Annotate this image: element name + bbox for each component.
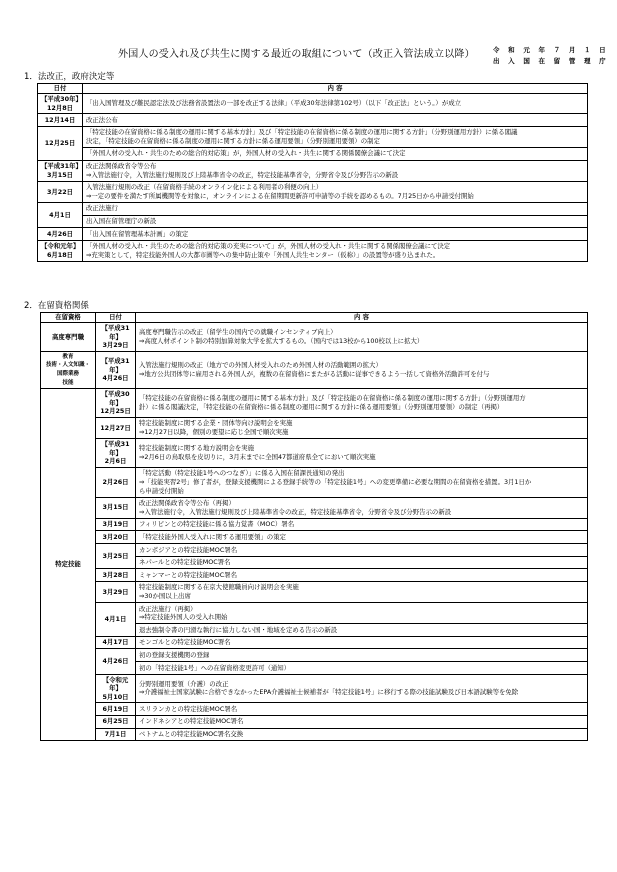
content-cell (136, 649, 588, 662)
content-cell (136, 518, 588, 531)
date-cell (96, 603, 136, 637)
content-cell (136, 417, 588, 438)
date-cell (38, 126, 83, 160)
content-cell (136, 569, 588, 582)
date-cell (96, 497, 136, 518)
date-line: 2月26日 (102, 478, 129, 486)
date-cell (96, 674, 136, 703)
date-cell (96, 531, 136, 544)
content-cell (83, 160, 588, 181)
date-line: 【平成31年】 (101, 440, 130, 457)
date-cell (38, 181, 83, 202)
date-line: 2月6日 (104, 457, 127, 466)
content-line: 初の「特定技能1号」への在留資格変更許可（通知） (139, 663, 291, 672)
date-line: 4月26日 (102, 657, 129, 666)
table-row (41, 417, 588, 438)
content-line: ⇒12月27日以降，個別の要望に応じ全国で順次実施 (139, 428, 289, 437)
date-line: 12月25日 (100, 407, 131, 416)
content-line: ⇒充実策として，特定技能外国人の大都市圏等への集中防止策や「外国人共生センター（仮称）」の設置等が盛り込まれた。 (86, 250, 440, 259)
content-cell (136, 581, 588, 602)
content-line: ⇒入管法施行令，入管法施行規則及び上陸基準省令の改正，特定技能基準省令，分野省令及び分野告示の新設 (139, 507, 452, 516)
date-line: 3月15日 (102, 503, 129, 512)
table-row (41, 467, 588, 497)
date-line: 12月25日 (44, 138, 76, 147)
content-line: カンボジアとの特定技能MOC署名 (139, 545, 238, 554)
content-line: ⇒介護福祉士国家試験に合格できなかったEPA介護福祉士候補者が「特定技能1号」に移行する際の技能試験及び日本語試験等を免除 (139, 688, 519, 697)
date-line: 3月15日 (46, 170, 74, 179)
content-cell (83, 181, 588, 202)
content-line: ⇒30か国以上出席 (139, 591, 191, 600)
content-line: 「出入国在留管理基本計画」の策定 (86, 229, 189, 238)
date-line: 【平成30年】 (41, 95, 82, 103)
content-line: 入管法施行規則の改正（地方での外国人材受入れのため外国人材の活動範囲の拡大） (139, 361, 382, 370)
date-cell (38, 114, 83, 127)
table-row (41, 649, 588, 662)
content-cell (136, 439, 588, 468)
content-cell (136, 323, 588, 352)
content-line: 分野別運用要領（介護）の改正 (139, 679, 229, 688)
table-row (41, 581, 588, 602)
table-row (41, 603, 588, 624)
date-cell (96, 649, 136, 674)
date-line: 【平成30年】 (101, 390, 130, 407)
date-cell (96, 389, 136, 418)
table-row (41, 497, 588, 518)
col-header-date: 日付 (96, 313, 136, 323)
content-cell (136, 389, 588, 418)
content-cell (136, 624, 588, 637)
date-line: 【平成31年】 (41, 162, 82, 171)
date-line: 【令和元年】 (102, 675, 129, 693)
date-cell (96, 518, 136, 531)
content-line: 「特定活動（特定技能1号へのつなぎ）」に係る入国在留課長通知の発出 (139, 469, 345, 478)
table-row (41, 323, 588, 352)
issue-date: 令 和 元 年 ７ 月 １ 日 (493, 46, 609, 54)
table-row (41, 636, 588, 649)
table-row (38, 147, 588, 160)
content-cell (83, 240, 588, 261)
content-line: 改正法施行（再掲） (139, 604, 197, 613)
content-line: ⇒特定技能外国人の受入れ開始 (139, 613, 228, 622)
date-cell (38, 228, 83, 241)
date-cell (96, 323, 136, 352)
date-line: 6月18日 (46, 250, 74, 259)
date-line: 3月25日 (102, 551, 129, 560)
content-cell (136, 703, 588, 716)
status-cell (41, 389, 96, 741)
content-line: 「出入国管理及び難民認定法及び法務省設置法の一部を改正する法律」（平成30年法律第102号）（以下「改正法」という。）が成立 (86, 99, 461, 108)
content-line: 決定，「特定技能の在留資格に係る制度の運用に関する方針に係る運用要領」（分野別運用要領）の制定 (86, 136, 380, 145)
table-row (41, 518, 588, 531)
table-row (38, 228, 588, 241)
table-row (38, 160, 588, 181)
table-row (41, 351, 588, 388)
date-line: 3月29日 (102, 587, 129, 596)
content-cell (136, 467, 588, 497)
content-line: 高度専門職告示の改正（留学生の国内での就職インセンティブ向上） (139, 328, 337, 337)
date-cell (38, 160, 83, 181)
content-line: 改正法公布 (86, 115, 118, 124)
date-cell (96, 581, 136, 602)
content-line: ⇒入管法施行令，入管法施行規則及び上陸基準省令の改正，特定技能基準省令，分野省令及び分野告示の新設 (86, 170, 399, 179)
col-header-content: 内 容 (83, 84, 588, 94)
content-line: フィリピンとの特定技能に係る協力覚書（MOC）署名 (139, 520, 295, 529)
content-cell (136, 715, 588, 728)
status-label: 技術・人文知識・国際業務 (45, 362, 90, 377)
date-line: 6月19日 (102, 704, 129, 713)
table-row (41, 569, 588, 582)
col-header-content: 内 容 (136, 313, 588, 323)
date-cell (96, 715, 136, 728)
content-line: 入管法施行規則の改正（在留資格手続のオンライン化による利用者の利便の向上） (86, 183, 323, 192)
content-cell (83, 114, 588, 127)
date-line: 4月26日 (102, 374, 129, 383)
content-line: 特定技能制度に関する在京大使館職員向け説明会を実施 (139, 583, 299, 592)
date-cell (96, 728, 136, 741)
content-line: ら申請受付開始 (139, 486, 184, 495)
content-line: 特定技能制度に関する地方説明会を実施 (139, 444, 255, 453)
content-cell (136, 603, 588, 624)
content-line: 「特定技能の在留資格に係る制度の運用に関する基本方針」及び「特定技能の在留資格に係る制度の運用に関する方針」（分野別運用方針）に係る閣議 (86, 128, 518, 137)
issuer-block (493, 45, 609, 67)
date-line: 4月26日 (46, 229, 74, 238)
date-line: 3月20日 (102, 532, 129, 541)
date-line: 12月27日 (100, 423, 131, 432)
col-header-date: 日付 (38, 84, 83, 94)
date-line: 3月19日 (102, 520, 129, 529)
content-line: 出入国在留管理庁の新設 (86, 217, 157, 226)
content-line: ⇒地方公共団体等に雇用される外国人が，複数の在留資格にまたがる活動に従事できるよう一括して資格外活動許可を付与 (139, 369, 490, 378)
date-cell (96, 439, 136, 468)
content-cell (83, 94, 588, 114)
content-line: 「特定技能外国人受入れに関する運用要領」の策定 (139, 532, 286, 541)
date-cell (96, 467, 136, 497)
content-line: ミャンマーとの特定技能MOC署名 (139, 570, 237, 579)
content-cell (136, 636, 588, 649)
date-line: 6月25日 (102, 717, 129, 726)
date-line: 4月17日 (102, 638, 129, 647)
table-row (38, 215, 588, 228)
date-cell (96, 569, 136, 582)
content-line: ⇒高度人材ポイント制の特別加算対象大学を拡大するもの。（国内では13校から100校以上に拡大） (139, 336, 424, 345)
content-cell (136, 531, 588, 544)
status-label: 技能 (62, 379, 74, 386)
content-line: 「特定技能の在留資格に係る制度の運用に関する基本方針」及び「特定技能の在留資格に係る制度の運用に関する方針」（分野別運用方 (139, 394, 526, 403)
date-line: 5月10日 (102, 692, 129, 701)
content-line: ⇒「技能実習2号」修了者が，登録支援機関による登録手続等の「特定技能1号」への変更準備に必要な期間の在留資格を措置。3月1日か (139, 478, 532, 486)
table-row (38, 94, 588, 114)
content-line: ネパールとの特定技能MOC署名 (139, 558, 231, 567)
date-cell (96, 636, 136, 649)
date-line: 12月8日 (46, 103, 74, 112)
table-row (41, 715, 588, 728)
date-line: 3月28日 (102, 570, 129, 579)
table-row (41, 439, 588, 468)
date-line: 4月1日 (49, 210, 71, 219)
content-line: 改正法関係政省令等公布（再掲） (139, 499, 235, 508)
residence-status-table (40, 312, 588, 741)
status-cell (41, 351, 96, 388)
content-line: ⇒2月6日の鳥取県を皮切りに，3月末までに全国47都道府県全てにおいて順次実施 (139, 453, 376, 462)
date-line: 【平成31年】 (101, 357, 130, 374)
content-line: 退去強制令書の円滑な執行に協力しない国・地域を定める告示の新設 (139, 625, 338, 634)
content-cell (83, 202, 588, 215)
section1-heading: 1．法改正，政府決定等 (24, 72, 115, 82)
table-row (41, 531, 588, 544)
table-row (38, 240, 588, 261)
date-cell (38, 240, 83, 261)
content-line: 改正法関係政省令等公布 (86, 162, 157, 171)
content-cell (136, 351, 588, 388)
date-line: 3月22日 (46, 187, 74, 196)
content-cell (136, 556, 588, 569)
date-line: 3月29日 (102, 341, 129, 350)
table-row (38, 126, 588, 147)
content-line: ⇒一定の要件を満たす所属機関等を対象に，オンラインによる在留期間更新許可申請等の手続を認めるもの。7月25日から申請受付開始 (86, 191, 474, 200)
document-title: 外国人の受入れ及び共生に関する最近の取組について（改正入管法成立以降） (118, 49, 475, 60)
content-line: スリランカとの特定技能MOC署名 (139, 704, 238, 713)
content-cell (83, 228, 588, 241)
status-label: 教育 (62, 353, 74, 360)
date-line: 7月1日 (104, 730, 127, 739)
table-row (41, 544, 588, 557)
content-line: ベトナムとの特定技能MOC署名交換 (139, 730, 244, 739)
content-cell (83, 215, 588, 228)
date-cell (96, 417, 136, 438)
issuer-name: 出 入 国 在 留 管 理 庁 (493, 57, 609, 65)
content-cell (136, 544, 588, 557)
status-label: 高度専門職 (52, 332, 84, 341)
table-row (41, 674, 588, 703)
content-line: モンゴルとの特定技能MOC署名 (139, 638, 231, 647)
status-label: 特定技能 (55, 560, 81, 569)
law-revision-table (37, 83, 588, 262)
date-cell (96, 703, 136, 716)
table-row (38, 114, 588, 127)
content-cell (136, 662, 588, 675)
date-cell (38, 202, 83, 227)
col-header-status: 在留資格 (41, 313, 96, 323)
status-cell (41, 323, 96, 352)
content-cell (136, 728, 588, 741)
date-line: 4月1日 (104, 615, 127, 624)
table-row (41, 728, 588, 741)
content-line: 特定技能制度に関する企業・団体等向け説明会を実施 (139, 419, 293, 428)
content-line: 「外国人材の受入れ・共生のための総合的対応策の充実について」が，外国人材の受入れ・共生に関する関係閣僚会議にて決定 (86, 242, 451, 251)
content-cell (83, 126, 588, 147)
content-cell (83, 147, 588, 160)
date-line: 12月14日 (44, 115, 76, 124)
content-line: 初の登録支援機関の登録 (139, 650, 210, 659)
date-line: 【令和元年】 (41, 242, 80, 251)
content-line: 「外国人材の受入れ・共生のための総合的対応策」が，外国人材の受入れ・共生に関する関係閣僚会議にて決定 (86, 149, 406, 158)
content-line: インドネシアとの特定技能MOC署名 (139, 717, 244, 726)
date-line: 【平成31年】 (101, 324, 130, 341)
date-cell (96, 544, 136, 569)
table-row (38, 181, 588, 202)
content-cell (136, 497, 588, 518)
table-row (41, 389, 588, 418)
table-row (41, 703, 588, 716)
content-line: 改正法施行 (86, 204, 118, 213)
content-line: 針）に係る閣議決定，「特定技能の在留資格に係る制度の運用に関する方針に係る運用要領」（分野別運用要領）の制定（再掲） (139, 403, 504, 412)
table-row (38, 202, 588, 215)
date-cell (96, 351, 136, 388)
section2-heading: 2．在留資格関係 (24, 301, 89, 311)
content-cell (136, 674, 588, 703)
date-cell (38, 94, 83, 114)
